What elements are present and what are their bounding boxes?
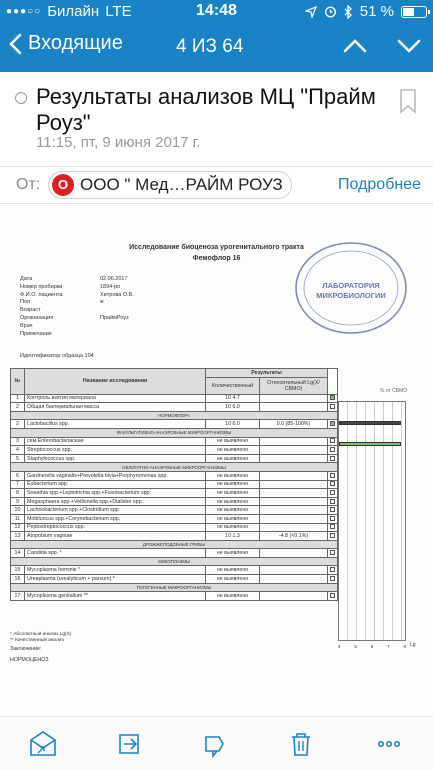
cell-r <box>260 403 328 412</box>
cell-n: 17 <box>11 592 25 601</box>
cell-name: сем.Enterobacteriaceae <box>25 437 206 446</box>
cell-q: не выявлено <box>206 514 260 523</box>
spam-button[interactable] <box>201 729 231 759</box>
chart-tick: 8 <box>403 644 406 649</box>
chart-header: % от СВМО <box>380 388 408 394</box>
status-checkbox <box>330 567 335 572</box>
status-checkbox <box>330 576 335 581</box>
details-link[interactable]: Подробнее <box>338 176 421 193</box>
table-row <box>11 514 338 523</box>
cell-q: не выявлено <box>206 549 260 558</box>
stamp-line-2: МИКРОБИОЛОГИИ <box>316 291 386 300</box>
table-row <box>11 394 338 403</box>
cell-q: не выявлено <box>206 497 260 506</box>
sample-id: Идентификатор образца 104 <box>20 353 94 359</box>
status-checkbox <box>330 473 335 478</box>
cell-name: Atopobium vaginae <box>25 532 206 541</box>
patient-info-value: Хитрова О.В. <box>100 291 134 298</box>
sender-chip[interactable] <box>48 171 292 199</box>
cell-name: Staphylococcus spp. <box>25 454 206 463</box>
cell-n: 2 <box>11 420 25 429</box>
cell-name: Общая бактериальная масса <box>25 403 206 412</box>
cell-q: не выявлено <box>206 489 260 498</box>
patient-info-key: Номер пробирки <box>20 283 63 290</box>
patient-info-value: ж <box>100 299 104 306</box>
next-message-button[interactable] <box>397 32 421 60</box>
document-title: Исследование биоценоза урогенитального тракта <box>129 244 304 251</box>
location-icon <box>305 6 317 18</box>
cell-name: Контроль взятия материала <box>25 394 206 403</box>
status-bar <box>0 0 433 22</box>
table-section-row <box>11 583 338 592</box>
header-quantitative: Количественный <box>206 377 260 394</box>
cell-q: не выявлено <box>206 592 260 601</box>
cell-q: не выявлено <box>206 454 260 463</box>
cell-name: Mycoplasma hominis * <box>25 566 206 575</box>
table-row <box>11 592 338 601</box>
table-row <box>11 497 338 506</box>
chart-tick: 4 <box>338 644 341 649</box>
cell-q: не выявлено <box>206 471 260 480</box>
cell-n: 16 <box>11 575 25 584</box>
cell-name: Streptococcus spp. <box>25 446 206 455</box>
conclusion-block <box>10 644 49 666</box>
patient-info-row <box>20 276 134 284</box>
cell-n: 2 <box>11 403 25 412</box>
cell-q: не выявлено <box>206 446 260 455</box>
status-checkbox <box>330 550 335 555</box>
table-row <box>11 403 338 412</box>
cell-q: 10 4.7 <box>206 394 260 403</box>
cell-name: Megasphaera spp.+Veillonella spp.+Dialister spp. <box>25 497 206 506</box>
sender-name: ООО " Мед…РАЙМ РОУЗ <box>80 175 283 194</box>
conclusion-value: НОРМОЦЕНОЗ <box>10 657 49 663</box>
patient-info-value: ПраймРоуз <box>100 314 129 321</box>
table-row <box>11 575 338 584</box>
cell-r <box>260 523 328 532</box>
cell-r <box>260 471 328 480</box>
patient-info-value: 02.06.2017 <box>100 276 128 282</box>
cell-name: Gardnerella vaginalis+Prevotella bivia+Porphyromonas spp. <box>25 471 206 480</box>
signal-icon: ●●●○○ <box>6 6 42 17</box>
nav-bar <box>0 22 433 72</box>
header-num: № <box>11 369 25 395</box>
patient-info-key: Организация <box>20 314 54 321</box>
cell-q: не выявлено <box>206 506 260 515</box>
table-row <box>11 480 338 489</box>
status-checkbox <box>330 481 335 486</box>
status-checkbox <box>330 499 335 504</box>
cell-r <box>260 514 328 523</box>
cell-r <box>260 394 328 403</box>
cell-r: -4.8 (<0.1%) <box>260 532 328 541</box>
relative-chart <box>338 388 416 649</box>
cell-q: не выявлено <box>206 566 260 575</box>
cell-r <box>260 592 328 601</box>
chart-bar-lactobacillus <box>339 442 401 446</box>
cell-n: 7 <box>11 480 25 489</box>
patient-info-key: Возраст <box>20 307 41 314</box>
previous-message-button[interactable] <box>343 32 367 60</box>
cell-n: 1 <box>11 394 25 403</box>
cell-q: не выявлено <box>206 523 260 532</box>
back-button[interactable] <box>8 32 123 55</box>
table-row <box>11 489 338 498</box>
message-subject: Результаты анализов МЦ "Прайм Роуз" <box>36 84 376 135</box>
chart-tick: 5 <box>354 644 357 649</box>
bottom-toolbar <box>0 716 433 770</box>
message-counter: 4 ИЗ 64 <box>176 36 244 57</box>
cell-name: Ureaplasma (urealyticum + parvum) * <box>25 575 206 584</box>
table-section-row <box>11 428 338 437</box>
section-title: ПАТОГЕННЫЕ МИКРООРГАНИЗМЫ <box>11 583 338 592</box>
export-button[interactable] <box>114 729 144 759</box>
patient-info-row <box>20 323 134 331</box>
patient-info <box>20 276 134 338</box>
status-checkbox <box>330 395 335 400</box>
status-checkbox <box>330 490 335 495</box>
chart-unit: Lg <box>410 642 416 648</box>
more-options-button[interactable] <box>374 729 404 759</box>
cell-n: 11 <box>11 514 25 523</box>
cell-r: 0.0 (85-100%) <box>260 420 328 429</box>
cell-n: 15 <box>11 566 25 575</box>
section-title: ДРОЖЖЕПОДОБНЫЕ ГРИБЫ <box>11 540 338 549</box>
table-row <box>11 446 338 455</box>
patient-info-row <box>20 307 134 315</box>
cell-q: 10 1.3 <box>206 532 260 541</box>
status-checkbox <box>330 516 335 521</box>
cell-r <box>260 566 328 575</box>
stamp-line-1: ЛАБОРАТОРИЯ <box>322 281 380 290</box>
table-row <box>11 506 338 515</box>
status-checkbox <box>330 507 335 512</box>
header-results: Результаты <box>206 369 328 378</box>
cell-n: 6 <box>11 471 25 480</box>
chart-tick: 6 <box>370 644 374 649</box>
cell-r <box>260 446 328 455</box>
cell-q: не выявлено <box>206 480 260 489</box>
battery-icon <box>401 6 427 18</box>
patient-info-value: 1894-ро <box>100 283 121 290</box>
message-date: 11:15, пт, 9 июня 2017 г. <box>36 134 201 151</box>
cell-name: Lachnobacterium spp.+Clostridium spp. <box>25 506 206 515</box>
chevron-left-icon <box>8 33 22 55</box>
cell-q: 10 6.0 <box>206 420 260 429</box>
patient-info-key: Примечание <box>20 330 52 337</box>
conclusion-label: Заключение: <box>10 646 42 652</box>
cell-name: Mycoplasma genitalium ** <box>25 592 206 601</box>
cell-n: 4 <box>11 446 25 455</box>
cell-r <box>260 489 328 498</box>
move-to-folder-button[interactable] <box>28 729 58 759</box>
patient-info-row <box>20 331 134 339</box>
table-row <box>11 454 338 463</box>
cell-r <box>260 437 328 446</box>
footnote-1: * Абсолютный анализ Lg(X) <box>10 632 72 637</box>
cell-name: Mobiluncus spp.+Corynebacterium spp. <box>25 514 206 523</box>
lab-stamp <box>292 238 410 338</box>
section-title: ФАКУЛЬТАТИВНО-АНАЭРОБНЫЕ МИКРООРГАНИЗМЫ <box>11 428 338 437</box>
network-type: LTE <box>105 3 132 20</box>
table-row <box>11 471 338 480</box>
cell-q: 10 6.0 <box>206 403 260 412</box>
cell-r <box>260 497 328 506</box>
cell-r <box>260 575 328 584</box>
table-row <box>11 523 338 532</box>
patient-info-key: Дата <box>20 276 33 282</box>
attachment-document <box>0 210 433 716</box>
table-section-row <box>11 540 338 549</box>
header-name: Название исследования <box>25 369 206 395</box>
unread-toggle[interactable] <box>15 92 27 104</box>
cell-name: Eubacterium spp. <box>25 480 206 489</box>
status-checkbox <box>330 421 335 426</box>
bluetooth-icon <box>344 5 353 19</box>
sender-row <box>0 166 433 204</box>
back-label: Входящие <box>28 32 123 54</box>
cell-n: 12 <box>11 523 25 532</box>
results-table <box>10 368 338 601</box>
patient-info-row <box>20 292 134 300</box>
chart-tick: 7 <box>387 644 390 649</box>
document-subtitle: Фемофлор 16 <box>192 255 241 262</box>
cell-name: Sneathia spp.+Leptotrichia spp.+Fusobacterium spp. <box>25 489 206 498</box>
cell-q: не выявлено <box>206 575 260 584</box>
status-checkbox <box>330 447 335 452</box>
cell-n: 10 <box>11 506 25 515</box>
cell-name: Candida spp. * <box>25 549 206 558</box>
cell-n: 8 <box>11 489 25 498</box>
cell-r <box>260 506 328 515</box>
cell-name: Lactobacillus spp. <box>25 420 206 429</box>
table-row <box>11 566 338 575</box>
patient-info-key: Пол <box>20 299 31 306</box>
carrier-name: Билайн <box>47 3 100 20</box>
section-title: ОБЛИГАТНО-АНАЭРОБНЫЕ МИКРООРГАНИЗМЫ <box>11 463 338 472</box>
cell-name: Peptostreptococcus spp. <box>25 523 206 532</box>
cell-q: не выявлено <box>206 437 260 446</box>
table-row <box>11 420 338 429</box>
table-row <box>11 532 338 541</box>
battery-level <box>403 8 414 16</box>
patient-info-key: Ф.И.О. пациента <box>20 291 63 298</box>
status-checkbox <box>330 524 335 529</box>
section-title: МИКОПЛАЗМЫ <box>11 557 338 566</box>
cell-n: 3 <box>11 437 25 446</box>
table-section-row <box>11 411 338 420</box>
cell-n: 9 <box>11 497 25 506</box>
cell-r <box>260 480 328 489</box>
avatar: О <box>52 174 74 196</box>
battery-percent: 51 % <box>359 3 394 20</box>
table-section-row <box>11 557 338 566</box>
table-row <box>11 437 338 446</box>
cell-r <box>260 454 328 463</box>
cell-n: 14 <box>11 549 25 558</box>
status-checkbox <box>330 404 335 409</box>
bookmark-icon[interactable] <box>399 88 417 114</box>
patient-info-key: Врач <box>20 322 33 329</box>
header-relative: Относительный Lg(X/СВМО) <box>260 377 328 394</box>
footnotes <box>10 632 71 644</box>
cell-r <box>260 549 328 558</box>
patient-info-row <box>20 284 134 292</box>
footnote-2: ** Качественный анализ <box>10 638 64 643</box>
status-checkbox <box>330 533 335 538</box>
patient-info-row <box>20 299 134 307</box>
table-row <box>11 549 338 558</box>
table-section-row <box>11 463 338 472</box>
alarm-icon <box>324 5 337 18</box>
status-checkbox <box>330 593 335 598</box>
section-title: НОРМОФЛОРА <box>11 411 338 420</box>
status-checkbox <box>330 456 335 461</box>
cell-n: 13 <box>11 532 25 541</box>
chart-bar-dbm <box>339 421 401 425</box>
delete-button[interactable] <box>286 729 316 759</box>
status-checkbox <box>330 438 335 443</box>
cell-n: 5 <box>11 454 25 463</box>
from-label: От: <box>16 176 41 193</box>
patient-info-row <box>20 315 134 323</box>
clock: 14:48 <box>196 2 237 19</box>
